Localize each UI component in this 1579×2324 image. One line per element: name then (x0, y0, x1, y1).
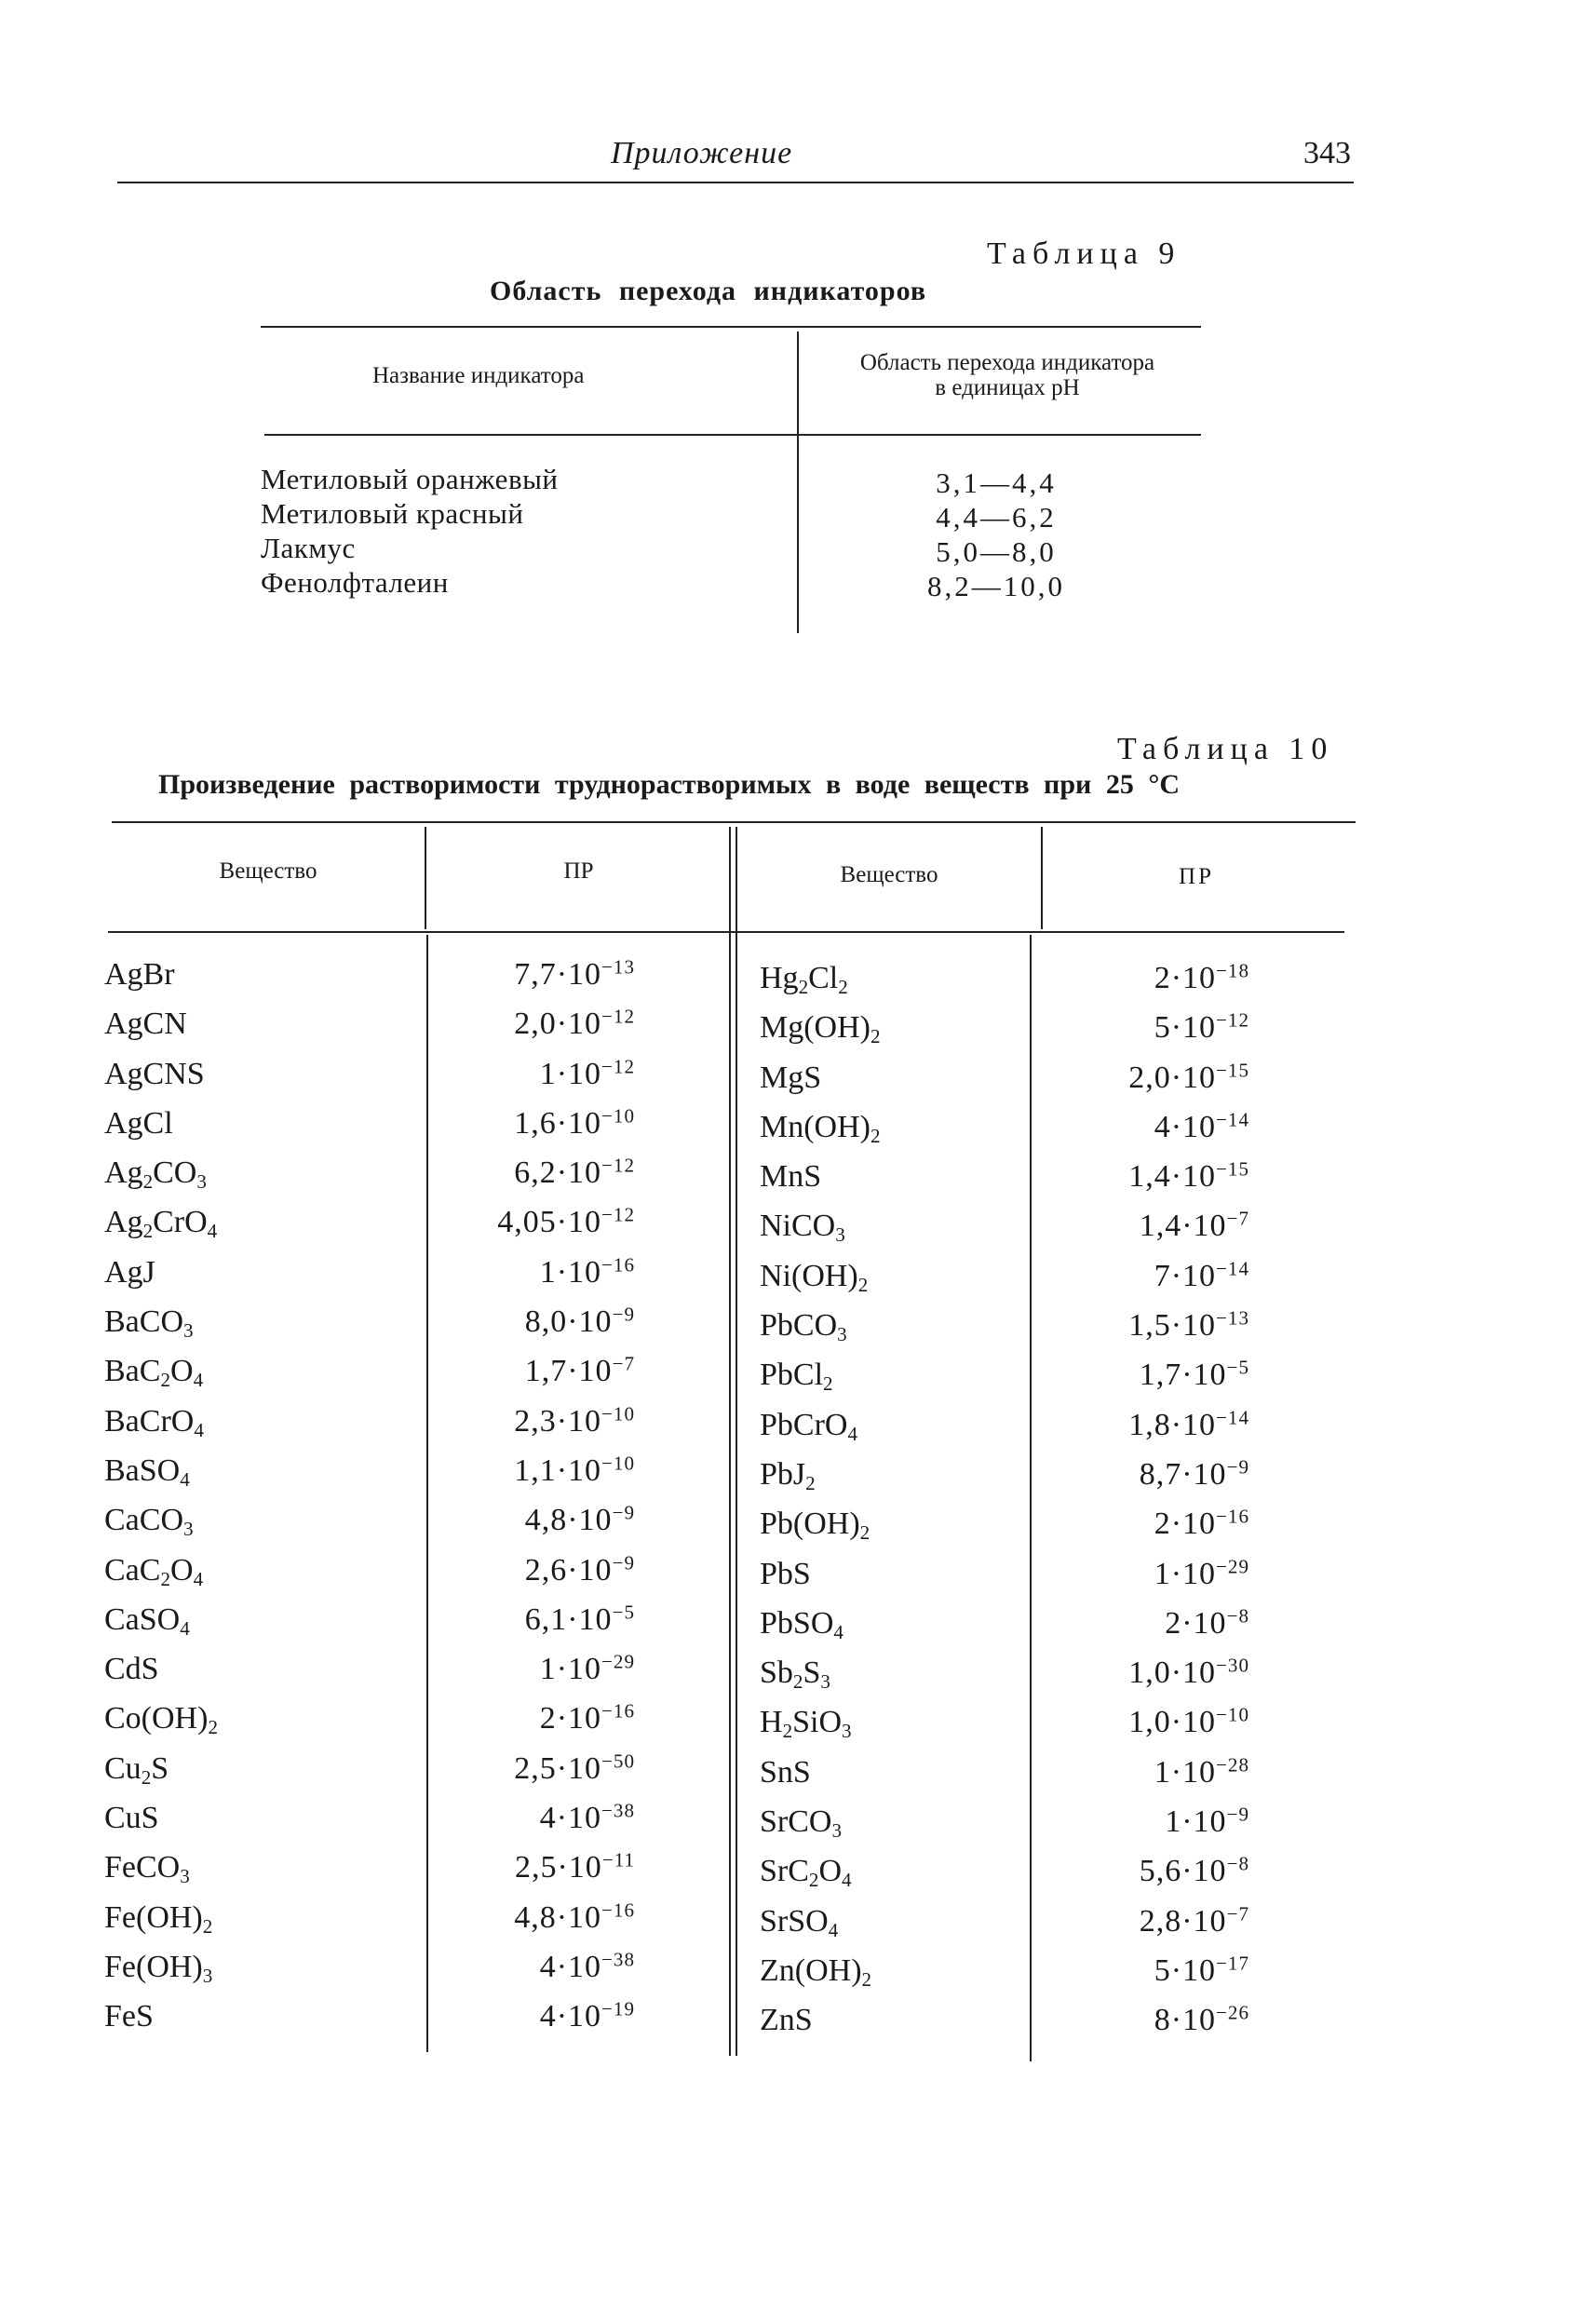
solubility-product: $1\cdot 10^{-9}$ (1165, 1803, 1249, 1840)
substance-formula: AgCl (104, 1105, 173, 1141)
table9-range: 4,4—6,2 (936, 501, 1057, 534)
table9-range: 3,1—4,4 (936, 466, 1057, 499)
solubility-product: $8\cdot 10^{-26}$ (1154, 2001, 1249, 2038)
table10-double-divider (729, 827, 731, 2056)
solubility-product: $4\cdot 10^{-14}$ (1154, 1108, 1249, 1144)
table10-header-sp-left: ПР (563, 858, 594, 884)
substance-formula: $Pb(OH)_2$ (760, 1507, 870, 1545)
substance-formula: $Hg_2Cl_2$ (760, 961, 848, 998)
substance-formula: CdS (104, 1652, 159, 1687)
solubility-product: $2,0\cdot 10^{-12}$ (514, 1005, 635, 1042)
solubility-product: $7\cdot 10^{-14}$ (1154, 1257, 1249, 1293)
solubility-product: $2\cdot 10^{-8}$ (1165, 1604, 1249, 1641)
solubility-product: $1,4\cdot 10^{-15}$ (1128, 1157, 1249, 1195)
page-number: 343 (1303, 136, 1351, 170)
table9-header-rule (264, 434, 1201, 436)
solubility-product: $5\cdot 10^{-17}$ (1154, 1952, 1249, 1988)
solubility-product: $4,8\cdot 10^{-16}$ (514, 1898, 635, 1935)
table10-header-substance-right: Вещество (840, 862, 938, 887)
table10-divider (1030, 935, 1032, 2061)
table9-name: Метиловый красный (261, 497, 524, 530)
substance-formula: $Mn(OH)_2$ (760, 1109, 881, 1147)
table9-label: Таблица 9 (987, 236, 1181, 271)
solubility-product: $1,8\cdot 10^{-14}$ (1128, 1406, 1249, 1442)
table10-values-left (428, 950, 635, 2042)
table10-header-rule (108, 931, 1344, 933)
substance-formula: CaSO$_4$ (104, 1601, 190, 1640)
solubility-product: $2,5\cdot 10^{-11}$ (514, 1848, 635, 1885)
running-title: Приложение (611, 136, 793, 170)
solubility-product: $1,0\cdot 10^{-30}$ (1128, 1654, 1249, 1691)
substance-formula: AgCNS (104, 1056, 205, 1091)
table9-name: Лакмус (261, 532, 356, 564)
table9-header-range (812, 350, 1203, 400)
solubility-product: $1,1\cdot 10^{-10}$ (514, 1452, 635, 1488)
solubility-product: $4\cdot 10^{-38}$ (539, 1799, 635, 1836)
table10-header-substance-left: Вещество (219, 858, 317, 884)
solubility-product: $2,3\cdot 10^{-10}$ (514, 1402, 635, 1439)
solubility-product: $2,0\cdot 10^{-15}$ (1128, 1059, 1249, 1095)
substance-formula: PbCrO$_4$ (760, 1407, 858, 1445)
solubility-product: $7,7\cdot 10^{-13}$ (514, 955, 635, 992)
solubility-product: $1\cdot 10^{-12}$ (539, 1055, 635, 1091)
solubility-product: $1,7\cdot 10^{-5}$ (1139, 1356, 1249, 1393)
substance-formula: FeS (104, 1999, 154, 2034)
solubility-product: $1,0\cdot 10^{-10}$ (1128, 1703, 1249, 1740)
solubility-product: $2\cdot 10^{-18}$ (1154, 959, 1249, 995)
substance-formula: AgCN (104, 1007, 187, 1042)
table9-header-range-line1: Область перехода индикатора (859, 350, 1155, 375)
table9-title: Область перехода индикаторов (490, 276, 927, 306)
table10-label: Таблица 10 (1117, 732, 1334, 766)
substance-formula: $Cu_2S$ (104, 1750, 169, 1789)
substance-formula: SrCO$_3$ (760, 1804, 843, 1842)
substance-formula: NiCO$_3$ (760, 1209, 845, 1247)
substance-formula: BaCO$_3$ (104, 1304, 194, 1342)
table10-substances-right (760, 953, 1030, 2046)
table10-double-divider (736, 827, 737, 2056)
substance-formula: SrSO$_4$ (760, 1903, 839, 1941)
solubility-product: $5\cdot 10^{-12}$ (1154, 1008, 1249, 1046)
header-rule (117, 182, 1354, 183)
substance-formula: $Ag_2CO_3$ (104, 1155, 207, 1194)
table9-name: Фенолфталеин (261, 566, 449, 599)
substance-formula: FeCO$_3$ (104, 1850, 190, 1888)
substance-formula: $SrC_2O_4$ (760, 1854, 852, 1892)
substance-formula: AgJ (104, 1254, 155, 1290)
table9-header-name: Название индикатора (372, 363, 585, 388)
substance-formula: PbCO$_3$ (760, 1308, 847, 1345)
table9-range: 5,0—8,0 (936, 535, 1057, 568)
solubility-product: $2\cdot 10^{-16}$ (539, 1699, 635, 1736)
substance-formula: $BaC_2O_4$ (104, 1354, 204, 1392)
solubility-product: $2,5\cdot 10^{-50}$ (514, 1750, 635, 1786)
substance-formula: CuS (104, 1801, 159, 1836)
substance-formula: PbS (760, 1556, 811, 1591)
solubility-product: $5,6\cdot 10^{-8}$ (1139, 1852, 1249, 1889)
solubility-product: $2\cdot 10^{-16}$ (1154, 1505, 1249, 1542)
table10-header-sp-right: ПР (1179, 864, 1214, 889)
table10-title: Произведение растворимости труднорастворимых в воде веществ при 25 °С (158, 769, 1180, 800)
solubility-product: $1\cdot 10^{-28}$ (1154, 1753, 1249, 1790)
substance-formula: PbCl$_2$ (760, 1358, 833, 1396)
substance-formula: AgBr (104, 957, 175, 992)
substance-formula: ZnS (760, 2003, 813, 2038)
solubility-product: $4\cdot 10^{-19}$ (539, 1997, 635, 2034)
table9-name: Метиловый оранжевый (261, 463, 559, 495)
substance-formula: $Sb_2S_3$ (760, 1655, 830, 1694)
substance-formula: BaSO$_4$ (104, 1452, 190, 1491)
substance-formula: $CaC_2O_4$ (104, 1552, 204, 1590)
table9-range: 8,2—10,0 (927, 570, 1065, 602)
table9-ranges-column (838, 466, 1154, 603)
substance-formula: MnS (760, 1159, 822, 1195)
solubility-product: $6,1\cdot 10^{-5}$ (524, 1601, 635, 1637)
substance-formula: $H_2SiO_3$ (760, 1705, 852, 1743)
solubility-product: $2,6\cdot 10^{-9}$ (524, 1550, 635, 1588)
solubility-product: $1\cdot 10^{-29}$ (1154, 1554, 1249, 1591)
solubility-product: $8,0\cdot 10^{-9}$ (524, 1303, 635, 1340)
substance-formula: CaCO$_3$ (104, 1503, 194, 1541)
solubility-product: $1,5\cdot 10^{-13}$ (1128, 1306, 1249, 1344)
substance-formula: $Fe(OH)_3$ (104, 1949, 213, 1987)
table9-column-divider (797, 331, 799, 633)
substance-formula: $Zn(OH)_2$ (760, 1952, 872, 1991)
table9-top-rule (261, 326, 1201, 328)
table10-values-right (1035, 953, 1249, 2046)
solubility-product: $1\cdot 10^{-16}$ (539, 1253, 635, 1290)
substance-formula: $Mg(OH)_2$ (760, 1010, 881, 1048)
solubility-product: $1\cdot 10^{-29}$ (539, 1650, 635, 1687)
substance-formula: SnS (760, 1754, 811, 1790)
solubility-product: $8,7\cdot 10^{-9}$ (1139, 1455, 1249, 1492)
table10-top-rule (112, 821, 1356, 823)
solubility-product: $1,7\cdot 10^{-7}$ (524, 1352, 635, 1389)
table9-names-column (261, 462, 559, 600)
substance-formula: PbSO$_4$ (760, 1605, 843, 1643)
substance-formula: MgS (760, 1060, 822, 1095)
solubility-product: $1,4\cdot 10^{-7}$ (1139, 1207, 1249, 1244)
solubility-product: $2,8\cdot 10^{-7}$ (1139, 1902, 1249, 1939)
solubility-product: $4,8\cdot 10^{-9}$ (524, 1501, 635, 1538)
solubility-product: $1,6\cdot 10^{-10}$ (514, 1104, 635, 1141)
solubility-product: $4\cdot 10^{-38}$ (539, 1948, 635, 1984)
substance-formula: PbJ$_2$ (760, 1456, 816, 1494)
substance-formula: $Ag_2CrO_4$ (104, 1205, 218, 1243)
substance-formula: $Co(OH)_2$ (104, 1701, 218, 1739)
substance-formula: BaCrO$_4$ (104, 1403, 204, 1441)
solubility-product: $6,2\cdot 10^{-12}$ (514, 1154, 635, 1191)
table10-substances-left (104, 950, 421, 2042)
table9-header-range-line2: в единицах pH (935, 375, 1080, 400)
substance-formula: $Ni(OH)_2$ (760, 1258, 869, 1296)
table10-divider (425, 827, 426, 929)
solubility-product: $4,05\cdot 10^{-12}$ (497, 1203, 635, 1240)
substance-formula: $Fe(OH)_2$ (104, 1899, 213, 1938)
